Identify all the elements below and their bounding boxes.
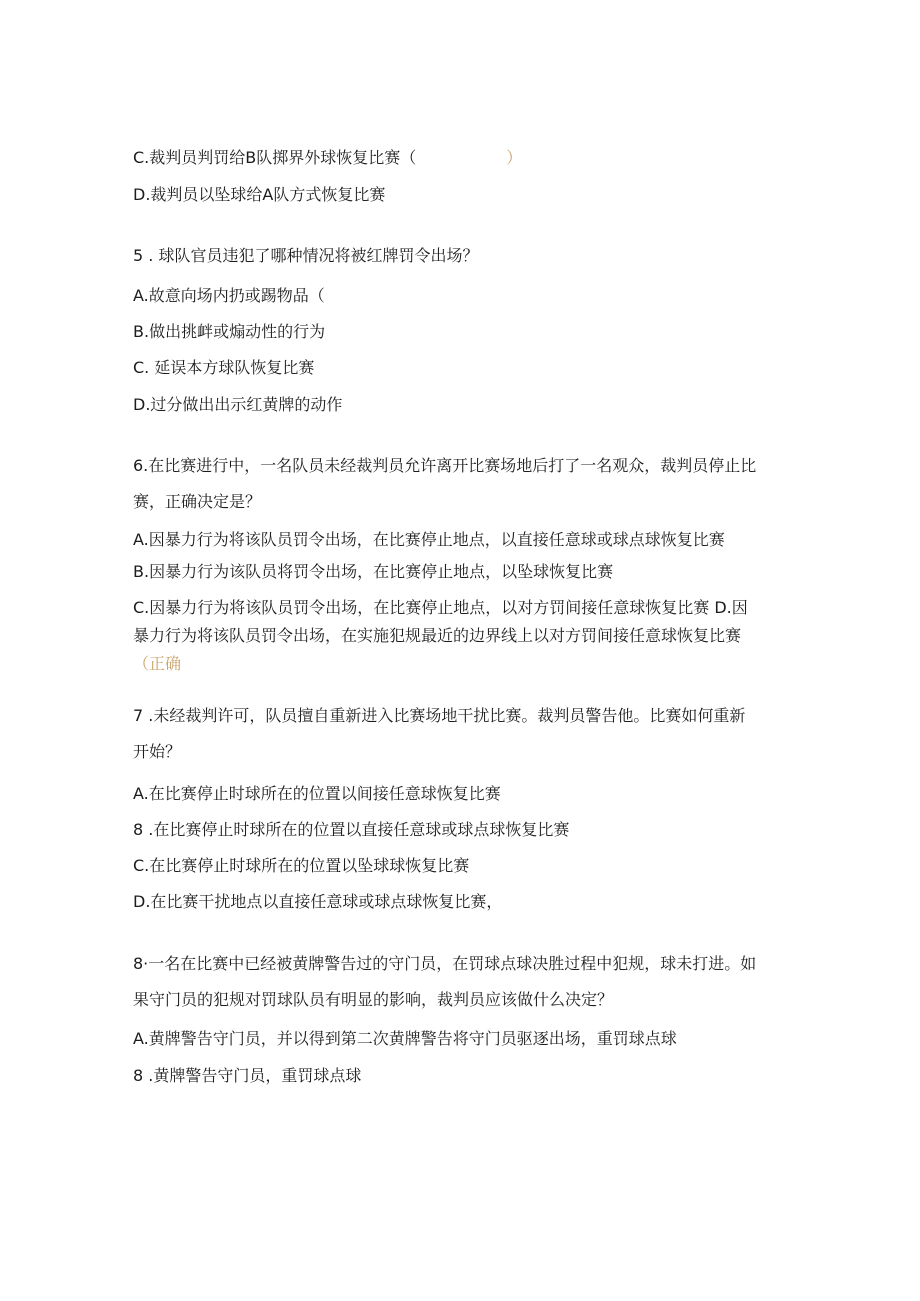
q4-option-d: D.裁判员以坠球给A队方式恢复比赛 (133, 185, 386, 204)
q5-option-b: B.做出挑衅或煽动性的行为 (133, 322, 326, 341)
q7-option-d: D.在比赛干扰地点以直接任意球或球点球恢复比赛， (133, 892, 503, 911)
q8-option-b: 8 .黄牌警告守门员，重罚球点球 (133, 1066, 362, 1085)
q4-option-c-bracket: ） (506, 148, 523, 167)
q6-question-line-1: 6.在比赛进行中，一名队员未经裁判员允许离开比赛场地后打了一名观众，裁判员停止比 (133, 456, 757, 475)
q7-option-b: 8 .在比赛停止时球所在的位置以直接任意球或球点球恢复比赛 (133, 820, 570, 839)
q7-option-a: A.在比赛停止时球所在的位置以间接任意球恢复比赛 (133, 784, 501, 803)
q6-question-line-2: 赛，正确决定是？ (133, 492, 262, 511)
q7-option-c: C.在比赛停止时球所在的位置以坠球球恢复比赛 (133, 856, 470, 875)
q5-question: 5 . 球队官员违犯了哪种情况将被红牌罚令出场？ (133, 246, 479, 265)
q7-question-line-1: 7 .未经裁判许可，队员擅自重新进入比赛场地干扰比赛。裁判员警告他。比赛如何重新 (133, 706, 746, 725)
q6-option-d-continued: 暴力行为将该队员罚令出场，在实施犯规最近的边界线上以对方罚间接任意球恢复比赛 (133, 626, 742, 645)
q8-question-line-2: 果守门员的犯规对罚球队员有明显的影响，裁判员应该做什么决定？ (133, 990, 614, 1009)
q5-option-d: D.过分做出出示红黄牌的动作 (133, 395, 343, 414)
q7-question-line-2: 开始？ (133, 742, 182, 761)
q6-option-b: B.因暴力行为该队员将罚令出场，在比赛停止地点，以坠球恢复比赛 (133, 562, 614, 581)
q4-option-c: C.裁判员判罚给B队掷界外球恢复比赛（ ） (133, 148, 523, 167)
q5-option-c: C. 延误本方球队恢复比赛 (133, 358, 315, 377)
q6-answer-note: （正确 (133, 654, 182, 673)
q8-question-line-1: 8·一名在比赛中已经被黄牌警告过的守门员，在罚球点球决胜过程中犯规，球未打进。如 (133, 954, 757, 973)
q6-option-a: A.因暴力行为将该队员罚令出场，在比赛停止地点，以直接任意球或球点球恢复比赛 (133, 530, 725, 549)
q5-option-a: A.故意向场内扔或踢物品（ (133, 286, 325, 305)
q6-option-c-d: C.因暴力行为将该队员罚令出场，在比赛停止地点，以对方罚间接任意球恢复比赛 D.因 (133, 598, 748, 617)
q8-option-a: A.黄牌警告守门员，并以得到第二次黄牌警告将守门员驱逐出场，重罚球点球 (133, 1029, 677, 1048)
